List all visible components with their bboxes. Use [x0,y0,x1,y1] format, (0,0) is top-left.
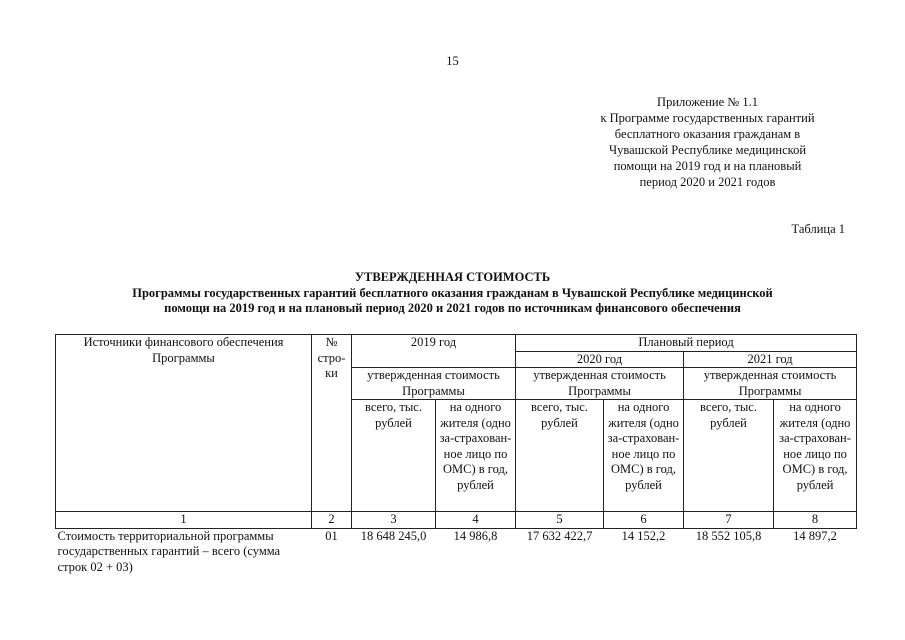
title-main: УТВЕРЖДЕННАЯ СТОИМОСТЬ [354,270,551,284]
column-number: 5 [516,512,604,529]
page-number: 15 [446,54,459,68]
value-2021-total: 18 552 105,8 [695,528,762,543]
header-row-number: № стро-ки [312,335,352,512]
document-title [0,270,905,317]
title-sub-line: Программы государственных гарантий бесплатного оказания гражданам в Чувашской Республике медицинской [132,285,773,300]
value-2021-per-capita: 14 897,2 [793,528,837,543]
column-number: 8 [774,512,857,529]
header-approved-2021: утвержденная стоимость Программы [684,368,857,400]
header-sources: Источники финансового обеспечения Программы [56,335,312,512]
table-row [56,528,857,575]
appendix-line: помощи на 2019 год и на плановый [613,159,802,173]
column-number: 1 [56,512,312,529]
appendix-line: период 2020 и 2021 годов [639,175,776,189]
header-2020: 2020 год [516,351,684,368]
column-number: 2 [312,512,352,529]
header-total-2020: всего, тыс. рублей [516,400,604,512]
financing-table [55,334,857,575]
header-total-2021: всего, тыс. рублей [684,400,774,512]
appendix-line: Приложение № 1.1 [657,95,758,109]
column-number: 6 [604,512,684,529]
row-label: Стоимость территориальной программы государственных гарантий – всего (сумма строк 02 + 03) [57,528,281,574]
value-2020-per-capita: 14 152,2 [621,528,666,543]
appendix-line: Чувашской Республике медицинской [608,143,807,157]
value-2019-total: 18 648 245,0 [360,528,427,543]
header-total-2019: всего, тыс. рублей [352,400,436,512]
header-per-capita-2021: на одного жителя (одно за-страхован-ное лицо по ОМС) в год, рублей [774,400,857,512]
header-2019: 2019 год [352,335,516,368]
header-per-capita-2020: на одного жителя (одно за-страхован-ное лицо по ОМС) в год, рублей [604,400,684,512]
row-number: 01 [325,528,338,543]
header-2021: 2021 год [684,351,857,368]
table-label: Таблица 1 [791,222,845,236]
header-approved-2019: утвержденная стоимость Программы [352,368,516,400]
appendix-note [575,94,840,190]
header-approved-2020: утвержденная стоимость Программы [516,368,684,400]
header-per-capita-2019: на одного жителя (одно за-страхован-ное лицо по ОМС) в год, рублей [436,400,516,512]
appendix-line: бесплатного оказания гражданам в [614,127,801,141]
header-planned-period: Плановый период [516,335,857,352]
column-number: 7 [684,512,774,529]
value-2019-per-capita: 14 986,8 [453,528,498,543]
column-number: 3 [352,512,436,529]
appendix-line: к Программе государственных гарантий [600,111,815,125]
title-sub-line: помощи на 2019 год и на плановый период 2020 и 2021 годов по источникам финансового обеспечения [164,301,741,315]
value-2020-total: 17 632 422,7 [526,528,593,543]
column-number: 4 [436,512,516,529]
